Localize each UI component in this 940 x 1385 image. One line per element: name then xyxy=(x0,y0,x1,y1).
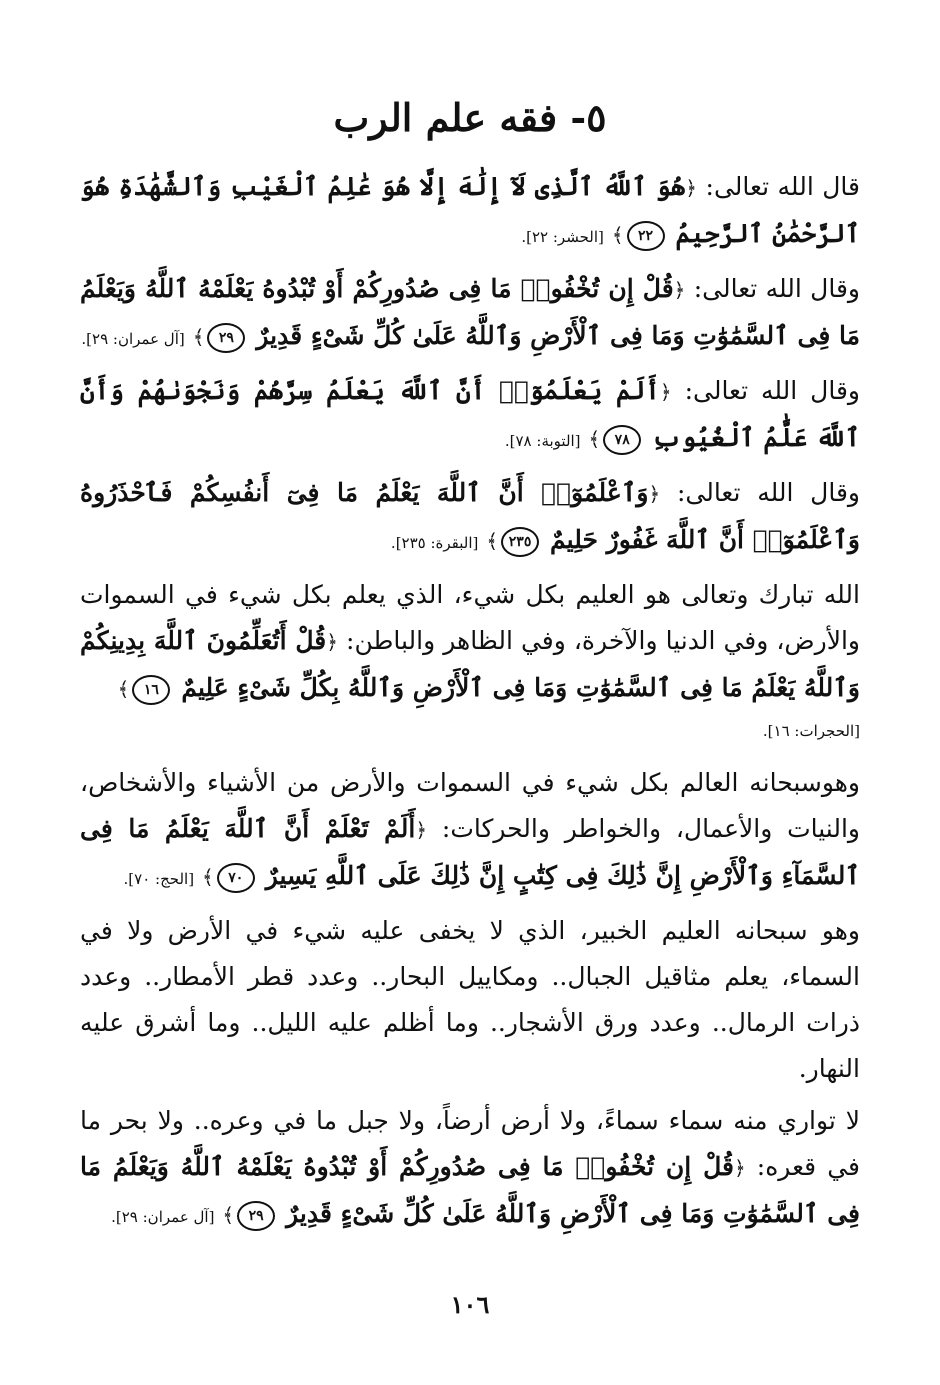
quran-verse: أَلَمْ تَعْلَمْ أَنَّ ٱللَّهَ يَعْلَمُ مَا فِى ٱلسَّمَآءِ وَٱلْأَرْضِ إِنَّ ذَٰلِكَ فِى كِتَٰبٍ إِنَّ ذَٰلِكَ عَلَى ٱللَّهِ يَسِيرٌ xyxy=(80,814,860,890)
ornament-open-icon: ﴿ xyxy=(685,176,697,200)
verse-reference: [الحج: ٧٠]. xyxy=(123,870,195,888)
quote-intro: قال الله تعالى: xyxy=(705,172,861,201)
quote-block-1 xyxy=(80,164,860,260)
ornament-close-icon: ﴾ xyxy=(202,865,214,889)
quote-intro: وقال الله تعالى: xyxy=(684,376,860,405)
quote-intro: وقال الله تعالى: xyxy=(676,478,860,507)
ornament-close-icon: ﴾ xyxy=(588,427,601,451)
ornament-open-icon: ﴿ xyxy=(733,1156,746,1180)
paragraph-text: لا تواري منه سماء سماءً، ولا أرض أرضاً، ولا جبل ما في وعره.. ولا بحر ما في قعره: xyxy=(80,1106,860,1181)
ornament-open-icon: ﴿ xyxy=(415,818,428,842)
ayah-number: ٢٣٥ xyxy=(501,527,539,557)
quran-verse: قُلْ أَتُعَلِّمُونَ ٱللَّهَ بِدِينِكُمْ وَٱللَّهُ يَعْلَمُ مَا فِى ٱلسَّمَٰوَٰتِ وَمَا فِى ٱلْأَرْضِ وَٱللَّهُ بِكُلِّ شَىْءٍ عَلِيمٌ xyxy=(80,626,860,702)
ayah-number: ٢٩ xyxy=(207,323,245,353)
paragraph-text: الله تبارك وتعالى هو العليم بكل شيء، الذي يعلم بكل شيء في السموات والأرض، وفي الدنيا والآخرة، وفي الظاهر والباطن: xyxy=(80,580,861,655)
chapter-title: ٥- فقه علم الرب xyxy=(333,95,607,140)
ayah-number: ٢٢ xyxy=(627,221,665,251)
quran-verse: قُلْ إِن تُخْفُوا۟ مَا فِى صُدُورِكُمْ أَوْ تُبْدُوهُ يَعْلَمْهُ ٱللَّهُ وَيَعْلَمُ مَا فِى ٱلسَّمَٰوَٰتِ وَمَا فِى ٱلْأَرْضِ وَٱللَّهُ عَلَىٰ كُلِّ شَىْءٍ قَدِيرٌ xyxy=(80,1152,860,1228)
ornament-open-icon: ﴿ xyxy=(673,278,686,302)
verse-reference: [آل عمران: ٢٩]. xyxy=(111,1208,215,1226)
ornament-open-icon: ﴿ xyxy=(326,630,338,654)
ornament-close-icon: ﴾ xyxy=(192,325,205,349)
ornament-close-icon: ﴾ xyxy=(486,529,499,553)
quote-intro: وقال الله تعالى: xyxy=(693,274,860,303)
ayah-number: ١٦ xyxy=(132,675,170,705)
page-number: ١٠٦ xyxy=(450,1290,490,1319)
verse-reference: [التوبة: ٧٨]. xyxy=(504,432,581,450)
ayah-number: ٧٠ xyxy=(217,863,255,893)
body-paragraph-4 xyxy=(80,1098,860,1240)
quote-block-3 xyxy=(80,368,860,464)
body-paragraph-3 xyxy=(80,908,860,1092)
quran-verse: هُوَ ٱللَّهُ ٱلَّذِى لَآ إِلَٰهَ إِلَّا هُوَ عَٰلِمُ ٱلْغَيْبِ وَٱلشَّهَٰدَةِ هُوَ ٱلرَّحْمَٰنُ ٱلرَّحِيمُ xyxy=(80,172,860,248)
ornament-open-icon: ﴿ xyxy=(648,482,661,506)
quran-verse: قُلْ إِن تُخْفُوا۟ مَا فِى صُدُورِكُمْ أَوْ تُبْدُوهُ يَعْلَمْهُ ٱللَّهُ وَيَعْلَمُ مَا فِى ٱلسَّمَٰوَٰتِ وَمَا فِى ٱلْأَرْضِ وَٱللَّهُ عَلَىٰ كُلِّ شَىْءٍ قَدِيرٌ xyxy=(80,274,860,350)
ornament-close-icon: ﴾ xyxy=(117,677,130,701)
ornament-open-icon: ﴿ xyxy=(659,380,672,404)
ornament-close-icon: ﴾ xyxy=(611,223,624,247)
ayah-number: ٢٩ xyxy=(237,1201,275,1231)
verse-reference: [الحشر: ٢٢]. xyxy=(521,228,604,246)
paragraph-text: وهوسبحانه العالم بكل شيء في السموات والأرض من الأشياء والأشخاص، والنيات والأعمال، والخواطر والحركات: xyxy=(80,768,860,843)
verse-reference: [البقرة: ٢٣٥]. xyxy=(390,534,479,552)
ornament-close-icon: ﴾ xyxy=(222,1203,235,1227)
verse-reference: [آل عمران: ٢٩]. xyxy=(81,330,185,348)
ayah-number: ٧٨ xyxy=(603,425,641,455)
verse-reference: [الحجرات: ١٦]. xyxy=(762,722,860,740)
quran-verse: أَلَمْ يَعْلَمُوٓا۟ أَنَّ ٱللَّهَ يَعْلَمُ سِرَّهُمْ وَنَجْوَىٰهُمْ وَأَنَّ ٱللَّهَ عَلَّٰمُ ٱلْغُيُوبِ xyxy=(80,376,860,452)
quote-block-2 xyxy=(80,266,860,362)
body-paragraph-2 xyxy=(80,760,860,902)
paragraph-text: وهو سبحانه العليم الخبير، الذي لا يخفى عليه شيء في الأرض ولا في السماء، يعلم مثاقيل الجبال.. ومكاييل البحار.. وعدد قطر الأمطار.. وعدد ذرات الرمال.. وعدد ورق الأشجار.. وما أظلم عليه الليل.. وما أشرق عليه النهار. xyxy=(80,916,860,1083)
quran-verse: وَٱعْلَمُوٓا۟ أَنَّ ٱللَّهَ يَعْلَمُ مَا فِىٓ أَنفُسِكُمْ فَٱحْذَرُوهُ وَٱعْلَمُوٓا۟ أَنَّ ٱللَّهَ غَفُورٌ حَلِيمٌ xyxy=(80,478,860,554)
body-paragraph-1 xyxy=(80,572,860,712)
quote-block-4 xyxy=(80,470,860,566)
